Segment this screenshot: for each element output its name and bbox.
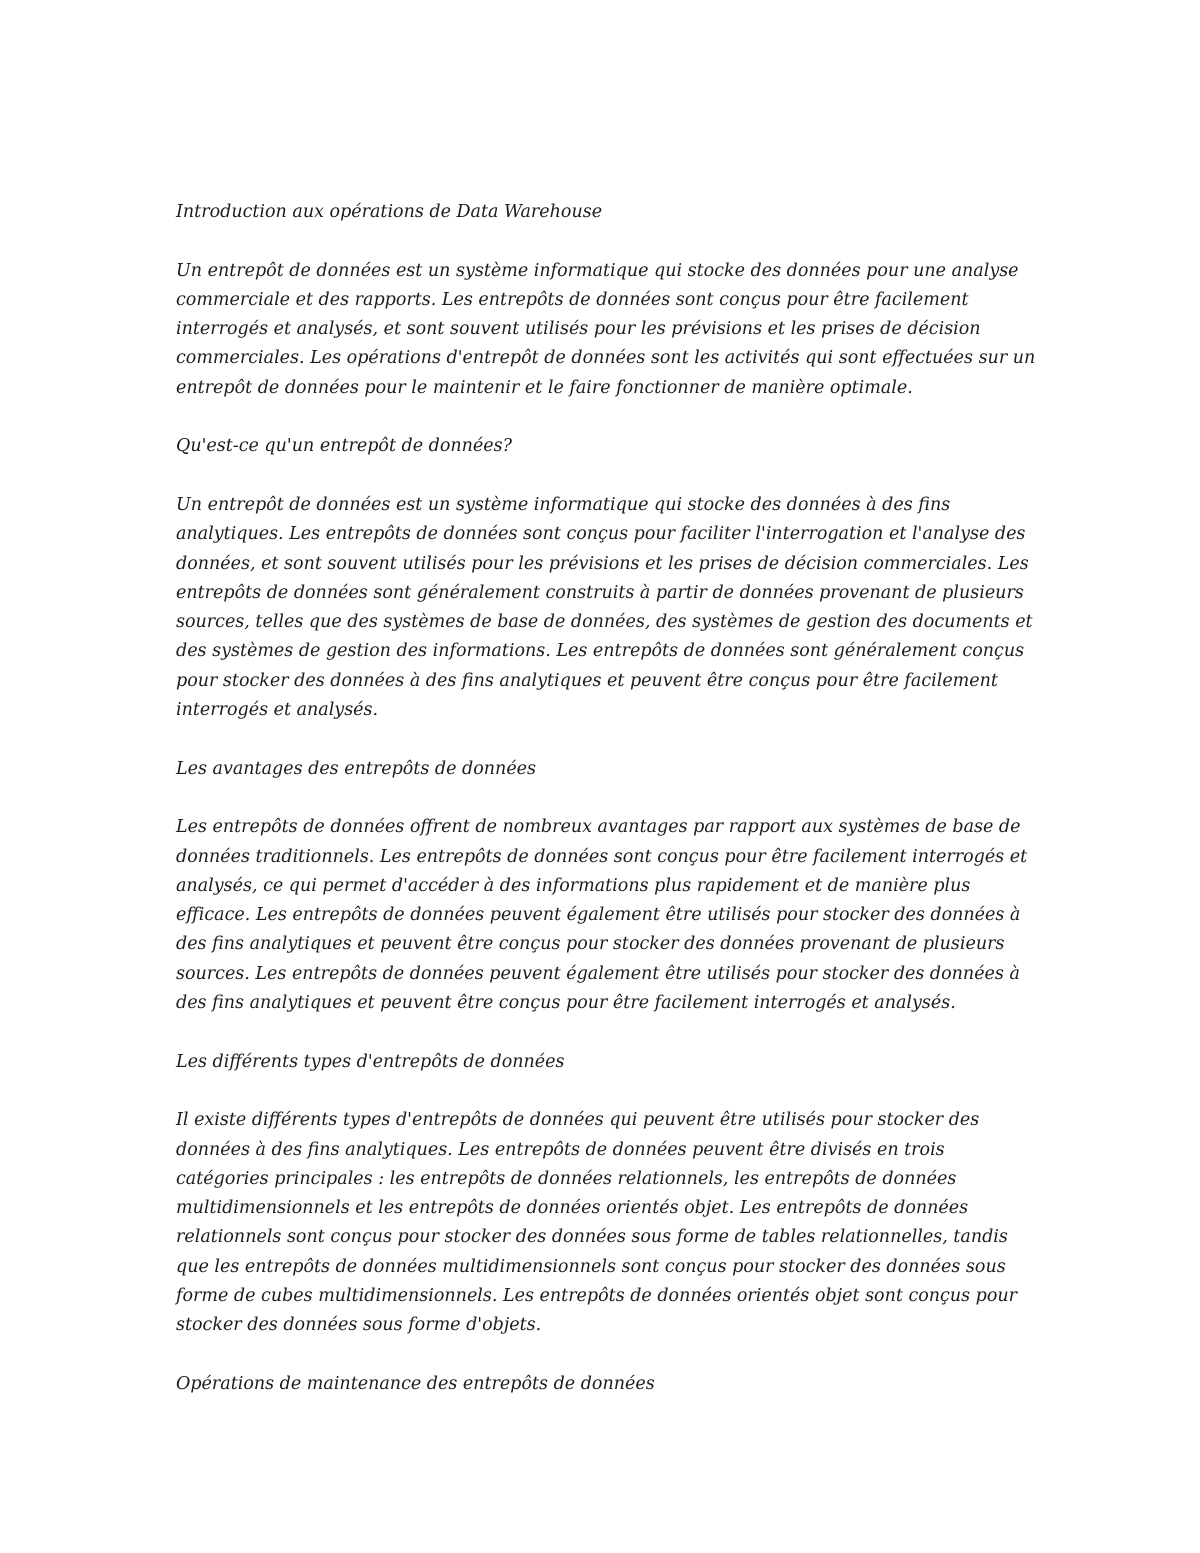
body-paragraph: Les entrepôts de données offrent de nombreux avantages par rapport aux systèmes de base de données traditionnels. Les entrepôts de données sont conçus pour être facilement interrogés et analysés, ce qui permet d'accéder à des informations plus rapidement et de manière plus efficace. Les entrepôts de données peuvent également être utilisés pour stocker des données à des fins analytiques et peuvent être conçus pour stocker des données provenant de plusieurs sources. Les entrepôts de données peuvent également être utilisés pour stocker des données à des fins analytiques et peuvent être conçus pour être facilement interrogés et analysés.	[176, 817, 1028, 1014]
section-heading: Les avantages des entrepôts de données	[176, 758, 537, 779]
body-paragraph: Un entrepôt de données est un système informatique qui stocke des données pour une analyse commerciale et des rapports. Les entrepôts de données sont conçus pour être facilement interrogés et analysés, et sont souvent utilisés pour les prévisions et les prises de décision commerciales. Les opérations d'entrepôt de données sont les activités qui sont effectuées sur un entrepôt de données pour le maintenir et le faire fonctionner de manière optimale.	[176, 260, 1036, 398]
body-paragraph: Un entrepôt de données est un système informatique qui stocke des données à des fins analytiques. Les entrepôts de données sont conçus pour faciliter l'interrogation et l'analyse des données, et sont souvent utilisés pour les prévisions et les prises de décision commerciales. Les entrepôts de données sont généralement construits à partir de données provenant de plusieurs sources, telles que des systèmes de base de données, des systèmes de gestion des documents et des systèmes de gestion des informations. Les entrepôts de données sont généralement conçus pour stocker des données à des fins analytiques et peuvent être conçus pour être facilement interrogés et analysés.	[176, 494, 1033, 721]
section-heading: Introduction aux opérations de Data Warehouse	[176, 202, 603, 222]
body-paragraph: Il existe différents types d'entrepôts de données qui peuvent être utilisés pour stocker des données à des fins analytiques. Les entrepôts de données peuvent être divisés en trois catégories principales : les entrepôts de données relationnels, les entrepôts de données multidimensionnels et les entrepôts de données orientés objet. Les entrepôts de données relationnels sont conçus pour stocker des données sous forme de tables relationnelles, tandis que les entrepôts de données multidimensionnels sont conçus pour stocker des données sous forme de cubes multidimensionnels. Les entrepôts de données orientés objet sont conçus pour stocker des données sous forme d'objets.	[176, 1110, 1018, 1336]
section-heading: Opérations de maintenance des entrepôts de données	[176, 1373, 655, 1394]
document-body	[176, 198, 1036, 1428]
section-heading: Les différents types d'entrepôts de données	[176, 1051, 565, 1072]
section-heading: Qu'est-ce qu'un entrepôt de données?	[176, 436, 513, 457]
